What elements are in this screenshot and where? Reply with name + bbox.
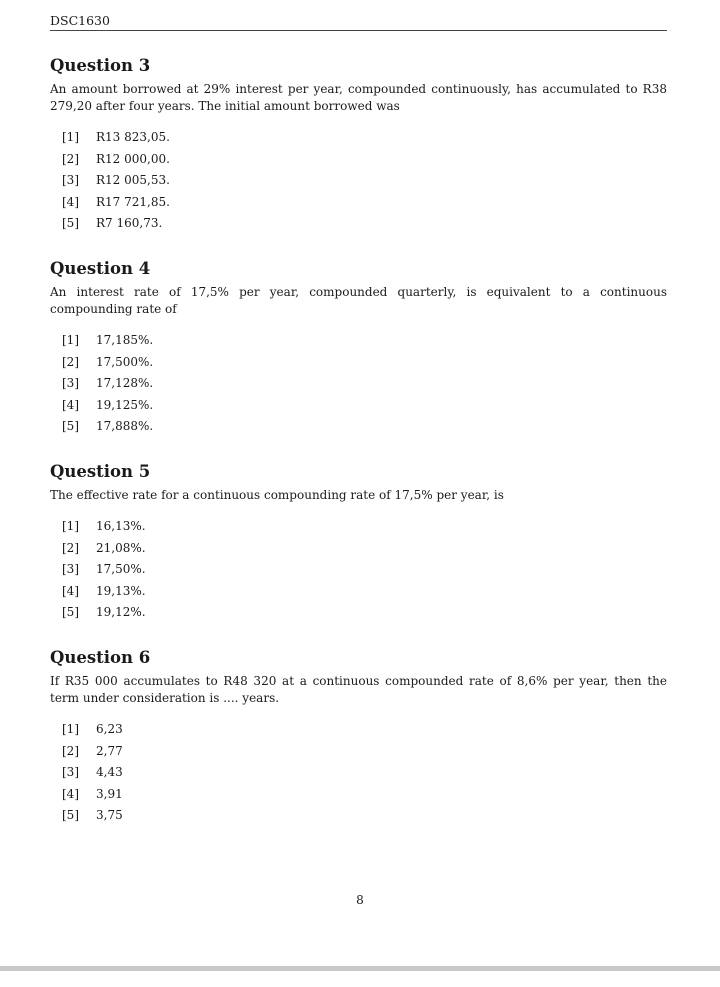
option-text: 19,12%. [96, 605, 146, 619]
option-number: [4] [62, 397, 79, 412]
answer-option [50, 352, 667, 374]
answer-option [50, 416, 667, 438]
option-text: 17,50%. [96, 562, 146, 576]
page-number: 8 [356, 893, 364, 907]
option-number: [1] [62, 519, 79, 533]
option-text: 3,75 [96, 808, 123, 822]
question-title: Question 4 [50, 259, 151, 278]
answer-option [50, 373, 667, 395]
option-text: R12 005,53. [96, 173, 170, 187]
header-rule [50, 30, 667, 31]
option-text: 21,08%. [96, 540, 146, 555]
option-text: 17,888%. [96, 419, 154, 433]
answer-option [50, 741, 667, 763]
answer-option [50, 784, 667, 806]
answer-option [50, 127, 667, 149]
option-text: 19,13%. [96, 583, 146, 598]
answer-option [50, 538, 667, 560]
answer-option [50, 170, 667, 192]
answer-option [50, 192, 667, 214]
option-number: [3] [62, 765, 79, 779]
answer-option [50, 602, 667, 624]
option-text: 17,500%. [96, 354, 154, 369]
question-5 [50, 462, 667, 624]
option-text: 17,128%. [96, 376, 154, 390]
answer-option [50, 149, 667, 171]
answer-option [50, 805, 667, 827]
option-text: R13 823,05. [96, 130, 170, 144]
option-number: [2] [62, 540, 79, 555]
option-text: 16,13%. [96, 519, 146, 533]
option-number: [4] [62, 194, 79, 209]
option-number: [5] [62, 605, 79, 619]
answer-options [50, 127, 667, 235]
question-3 [50, 56, 667, 235]
option-number: [1] [62, 722, 79, 736]
option-number: [2] [62, 151, 79, 166]
answer-options [50, 719, 667, 827]
question-text: An interest rate of 17,5% per year, compounded quarterly, is equivalent to a continuous compounding rate of [50, 285, 667, 316]
option-text: 4,43 [96, 765, 123, 779]
option-number: [1] [62, 130, 79, 144]
option-text: 6,23 [96, 722, 123, 736]
option-number: [1] [62, 333, 79, 347]
option-number: [5] [62, 419, 79, 433]
answer-options [50, 330, 667, 438]
question-6 [50, 648, 667, 827]
question-title: Question 3 [50, 56, 151, 75]
question-4 [50, 259, 667, 438]
viewer-bottom-scrollbar[interactable] [0, 966, 720, 971]
answer-option [50, 719, 667, 741]
option-text: 17,185%. [96, 333, 154, 347]
option-number: [4] [62, 583, 79, 598]
option-text: R12 000,00. [96, 151, 170, 166]
answer-option [50, 762, 667, 784]
question-text: If R35 000 accumulates to R48 320 at a continuous compounded rate of 8,6% per year, then the term under consideration is .... years. [50, 674, 667, 705]
answer-option [50, 395, 667, 417]
answer-option [50, 213, 667, 235]
option-text: R7 160,73. [96, 216, 163, 230]
answer-option [50, 516, 667, 538]
option-text: 19,125%. [96, 397, 154, 412]
question-title: Question 6 [50, 648, 151, 667]
running-header: DSC1630 [50, 13, 110, 28]
option-number: [4] [62, 786, 79, 801]
option-number: [2] [62, 354, 79, 369]
option-text: 2,77 [96, 743, 123, 758]
option-number: [3] [62, 562, 79, 576]
answer-option [50, 559, 667, 581]
option-number: [3] [62, 173, 79, 187]
question-text: An amount borrowed at 29% interest per year, compounded continuously, has accumulated to R38 279,20 after four years. The initial amount borrowed was [50, 82, 667, 113]
question-title: Question 5 [50, 462, 151, 481]
option-number: [5] [62, 808, 79, 822]
answer-option [50, 581, 667, 603]
option-number: [3] [62, 376, 79, 390]
option-text: R17 721,85. [96, 194, 170, 209]
option-number: [5] [62, 216, 79, 230]
option-text: 3,91 [96, 786, 123, 801]
option-number: [2] [62, 743, 79, 758]
answer-option [50, 330, 667, 352]
answer-options [50, 516, 667, 624]
question-text: The effective rate for a continuous compounding rate of 17,5% per year, is [50, 488, 504, 502]
